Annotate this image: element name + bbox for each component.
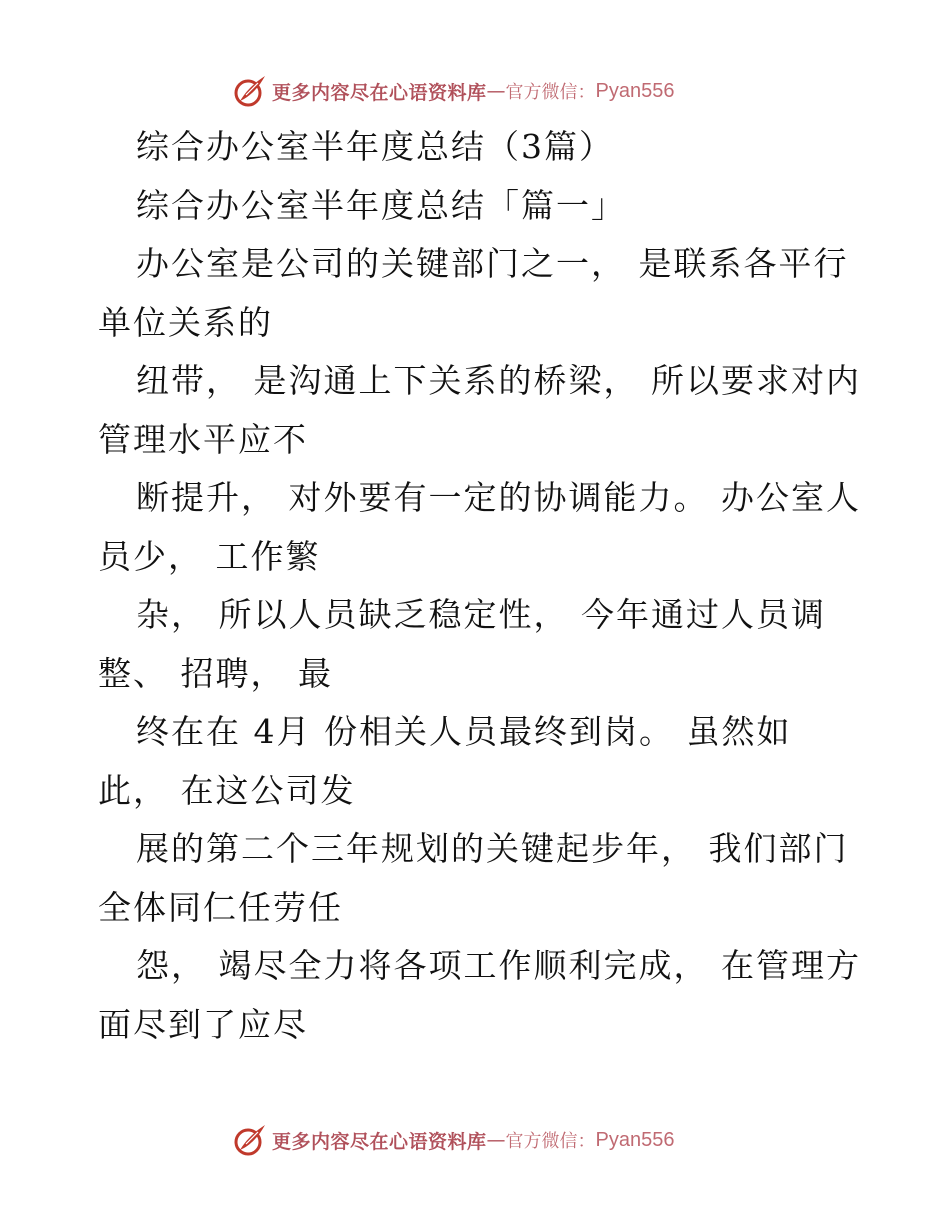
document-body: [98, 118, 888, 1054]
paragraph-line: 全体同仁任劳任: [98, 887, 343, 927]
watermark-dash: —: [486, 1129, 506, 1151]
watermark-wechat-label: 官方微信：: [505, 1131, 596, 1152]
section-heading: 综合办公室半年度总结「篇一」: [136, 185, 626, 225]
quill-logo-icon: [232, 73, 268, 109]
watermark-footer: [232, 1120, 674, 1160]
watermark-text: 更多内容尽在心语资料库: [272, 1130, 487, 1153]
paragraph-line: 终在在 4月 份相关人员最终到岗。 虽然如: [136, 712, 792, 751]
paragraph-line: 展的第二个三年规划的关键起步年， 我们部门: [136, 829, 849, 868]
paragraph-line: 整、 招聘， 最: [98, 653, 333, 693]
watermark-dash: —: [486, 80, 506, 102]
watermark-wechat-label: 官方微信：: [505, 82, 596, 103]
paragraph-line: 管理水平应不: [98, 419, 308, 459]
paragraph-line: 员少， 工作繁: [98, 536, 321, 576]
paragraph-line: 此， 在这公司发: [98, 770, 356, 810]
watermark-wechat-id: Pyan556: [595, 79, 675, 102]
watermark-wechat-id: Pyan556: [595, 1128, 675, 1151]
watermark-header: [232, 71, 674, 111]
paragraph-line: 断提升， 对外要有一定的协调能力。 办公室人: [136, 478, 861, 517]
paragraph-line: 纽带， 是沟通上下关系的桥梁， 所以要求对内: [136, 361, 861, 400]
watermark-text: 更多内容尽在心语资料库: [272, 81, 487, 104]
paragraph-line: 办公室是公司的关键部门之一， 是联系各平行: [136, 244, 849, 283]
quill-logo-icon: [232, 1122, 268, 1158]
paragraph-line: 杂， 所以人员缺乏稳定性， 今年通过人员调: [136, 595, 826, 634]
paragraph-line: 面尽到了应尽: [98, 1004, 308, 1044]
paragraph-line: 怨， 竭尽全力将各项工作顺利完成， 在管理方: [136, 946, 861, 985]
document-title: 综合办公室半年度总结（3篇）: [136, 127, 614, 166]
paragraph-line: 单位关系的: [98, 302, 273, 342]
